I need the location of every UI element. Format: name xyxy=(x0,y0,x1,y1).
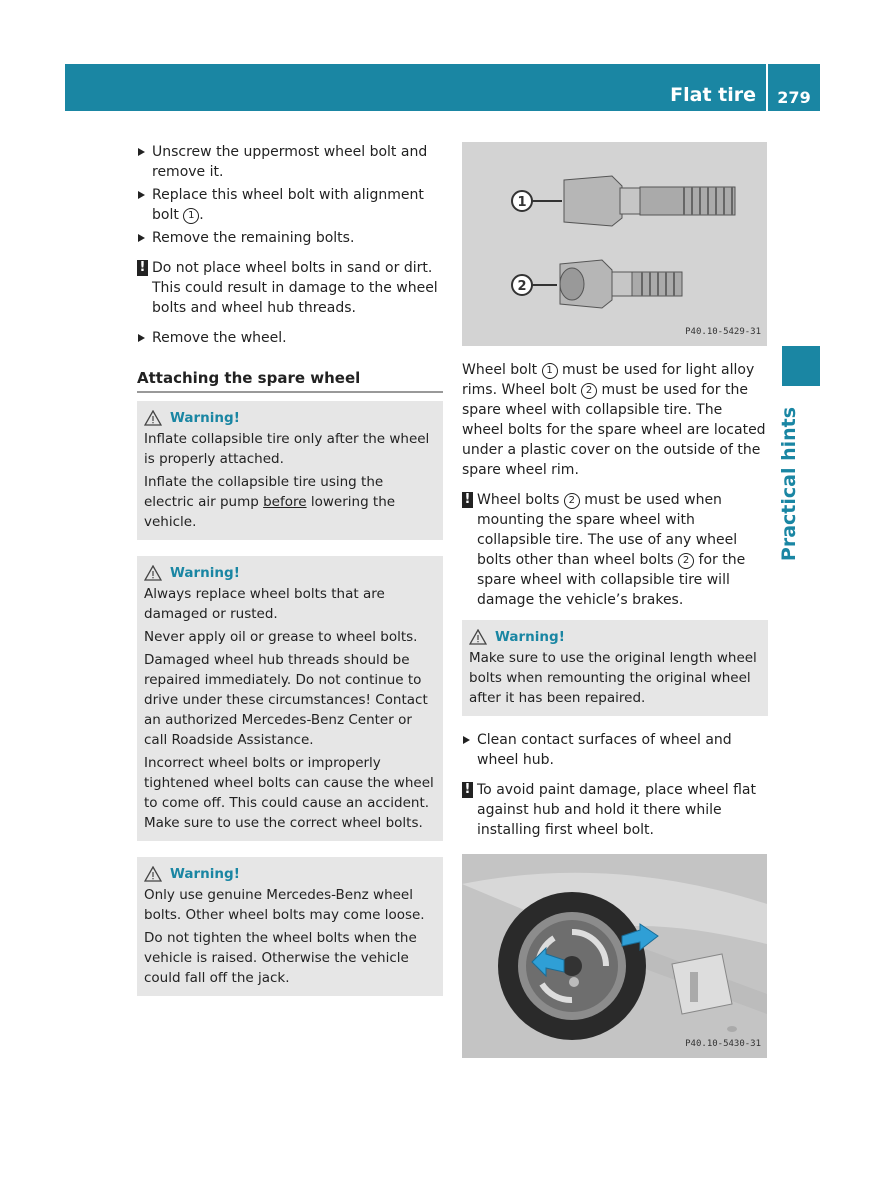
warning-triangle-icon xyxy=(144,565,162,581)
warning-heading: Warning! xyxy=(469,626,761,648)
arrow-bullet-icon xyxy=(138,234,145,242)
figure-code: P40.10-5429-31 xyxy=(685,327,761,337)
warning-box: Warning! Make sure to use the original length wheel bolts when remounting the original wheel after it has been repaired. xyxy=(462,620,768,716)
wheel-bolts-figure xyxy=(462,142,767,346)
step-item: Remove the wheel. xyxy=(137,328,443,348)
step-item: Unscrew the uppermost wheel bolt and remove it. xyxy=(137,142,443,182)
warning-paragraph: Inflate the collapsible tire using the electric air pump before lowering the vehicle. xyxy=(144,474,396,530)
warning-triangle-icon xyxy=(144,410,162,426)
arrow-bullet-icon xyxy=(138,148,145,156)
caution-note: ! Do not place wheel bolts in sand or dirt. This could result in damage to the wheel bolts and wheel hub threads. xyxy=(137,258,443,318)
wheel-bolts-illustration xyxy=(462,142,767,346)
callout-number: 1 xyxy=(542,363,558,379)
warning-heading: Warning! xyxy=(144,407,436,429)
step-item: Remove the remaining bolts. xyxy=(137,228,443,248)
step-item: Replace this wheel bolt with alignment bolt 1 . xyxy=(137,185,443,225)
caution-note: ! To avoid paint damage, place wheel flat against hub and hold it there while installing first wheel bolt. xyxy=(462,780,768,840)
right-column xyxy=(462,142,768,1058)
exclamation-icon: ! xyxy=(462,782,473,798)
exclamation-icon: ! xyxy=(462,492,473,508)
arrow-bullet-icon xyxy=(138,334,145,342)
callout-number: 2 xyxy=(678,553,694,569)
warning-box: Warning! Inflate collapsible tire only after the wheel is properly attached. Inflate the collapsible tire using the electric air pump before lowering the vehicle. xyxy=(137,401,443,540)
arrow-bullet-icon xyxy=(463,736,470,744)
callout-number: 1 xyxy=(517,195,527,210)
spare-wheel-illustration xyxy=(462,854,767,1058)
warning-box: Warning! Only use genuine Mercedes-Benz wheel bolts. Other wheel bolts may come loose. Do not tighten the wheel bolts when the vehicle is raised. Otherwise the vehicle could fall off the jack. xyxy=(137,857,443,996)
exclamation-icon: ! xyxy=(137,260,148,276)
warning-heading: Warning! xyxy=(144,863,436,885)
warning-triangle-icon xyxy=(469,629,487,645)
warning-triangle-icon xyxy=(144,866,162,882)
arrow-bullet-icon xyxy=(138,191,145,199)
spare-wheel-figure xyxy=(462,854,767,1058)
section-tab-label: Practical hints xyxy=(778,406,800,562)
page-title: Flat tire xyxy=(670,84,756,106)
caution-note: ! Wheel bolts 2 must be used when mounting the spare wheel with collapsible tire. The use of any wheel bolts other than wheel bolts 2 for the spare wheel with collapsible tire will damage the vehicle’s brakes. xyxy=(462,490,768,610)
left-column xyxy=(137,142,443,1012)
callout-number: 2 xyxy=(517,279,527,294)
warning-heading: Warning! xyxy=(144,562,436,584)
page-number: 279 xyxy=(777,88,811,107)
wheel-bolt-description: Wheel bolt 1 must be used for light alloy rims. Wheel bolt 2 must be used for the spare wheel with collapsible tire. The wheel bolts for the spare wheel are located under a plastic cover on the outside of the spare wheel rim. xyxy=(462,362,766,478)
callout-number: 2 xyxy=(564,493,580,509)
callout-number: 1 xyxy=(183,208,199,224)
section-tab-marker xyxy=(782,346,820,386)
callout-number: 2 xyxy=(581,383,597,399)
figure-code: P40.10-5430-31 xyxy=(685,1039,761,1049)
step-item: Clean contact surfaces of wheel and wheel hub. xyxy=(462,730,768,770)
warning-box: Warning! Always replace wheel bolts that are damaged or rusted. Never apply oil or grease to wheel bolts. Damaged wheel hub threads should be repaired immediately. Do not continue to drive under these circumstances! Contact an authorized Mercedes-Benz Center or call Roadside Assistance. Incorrect wheel bolts or improperly tightened wheel bolts can cause the wheel to come off. This could cause an accident. Make sure to use the correct wheel bolts. xyxy=(137,556,443,841)
section-heading: Attaching the spare wheel xyxy=(137,368,443,393)
